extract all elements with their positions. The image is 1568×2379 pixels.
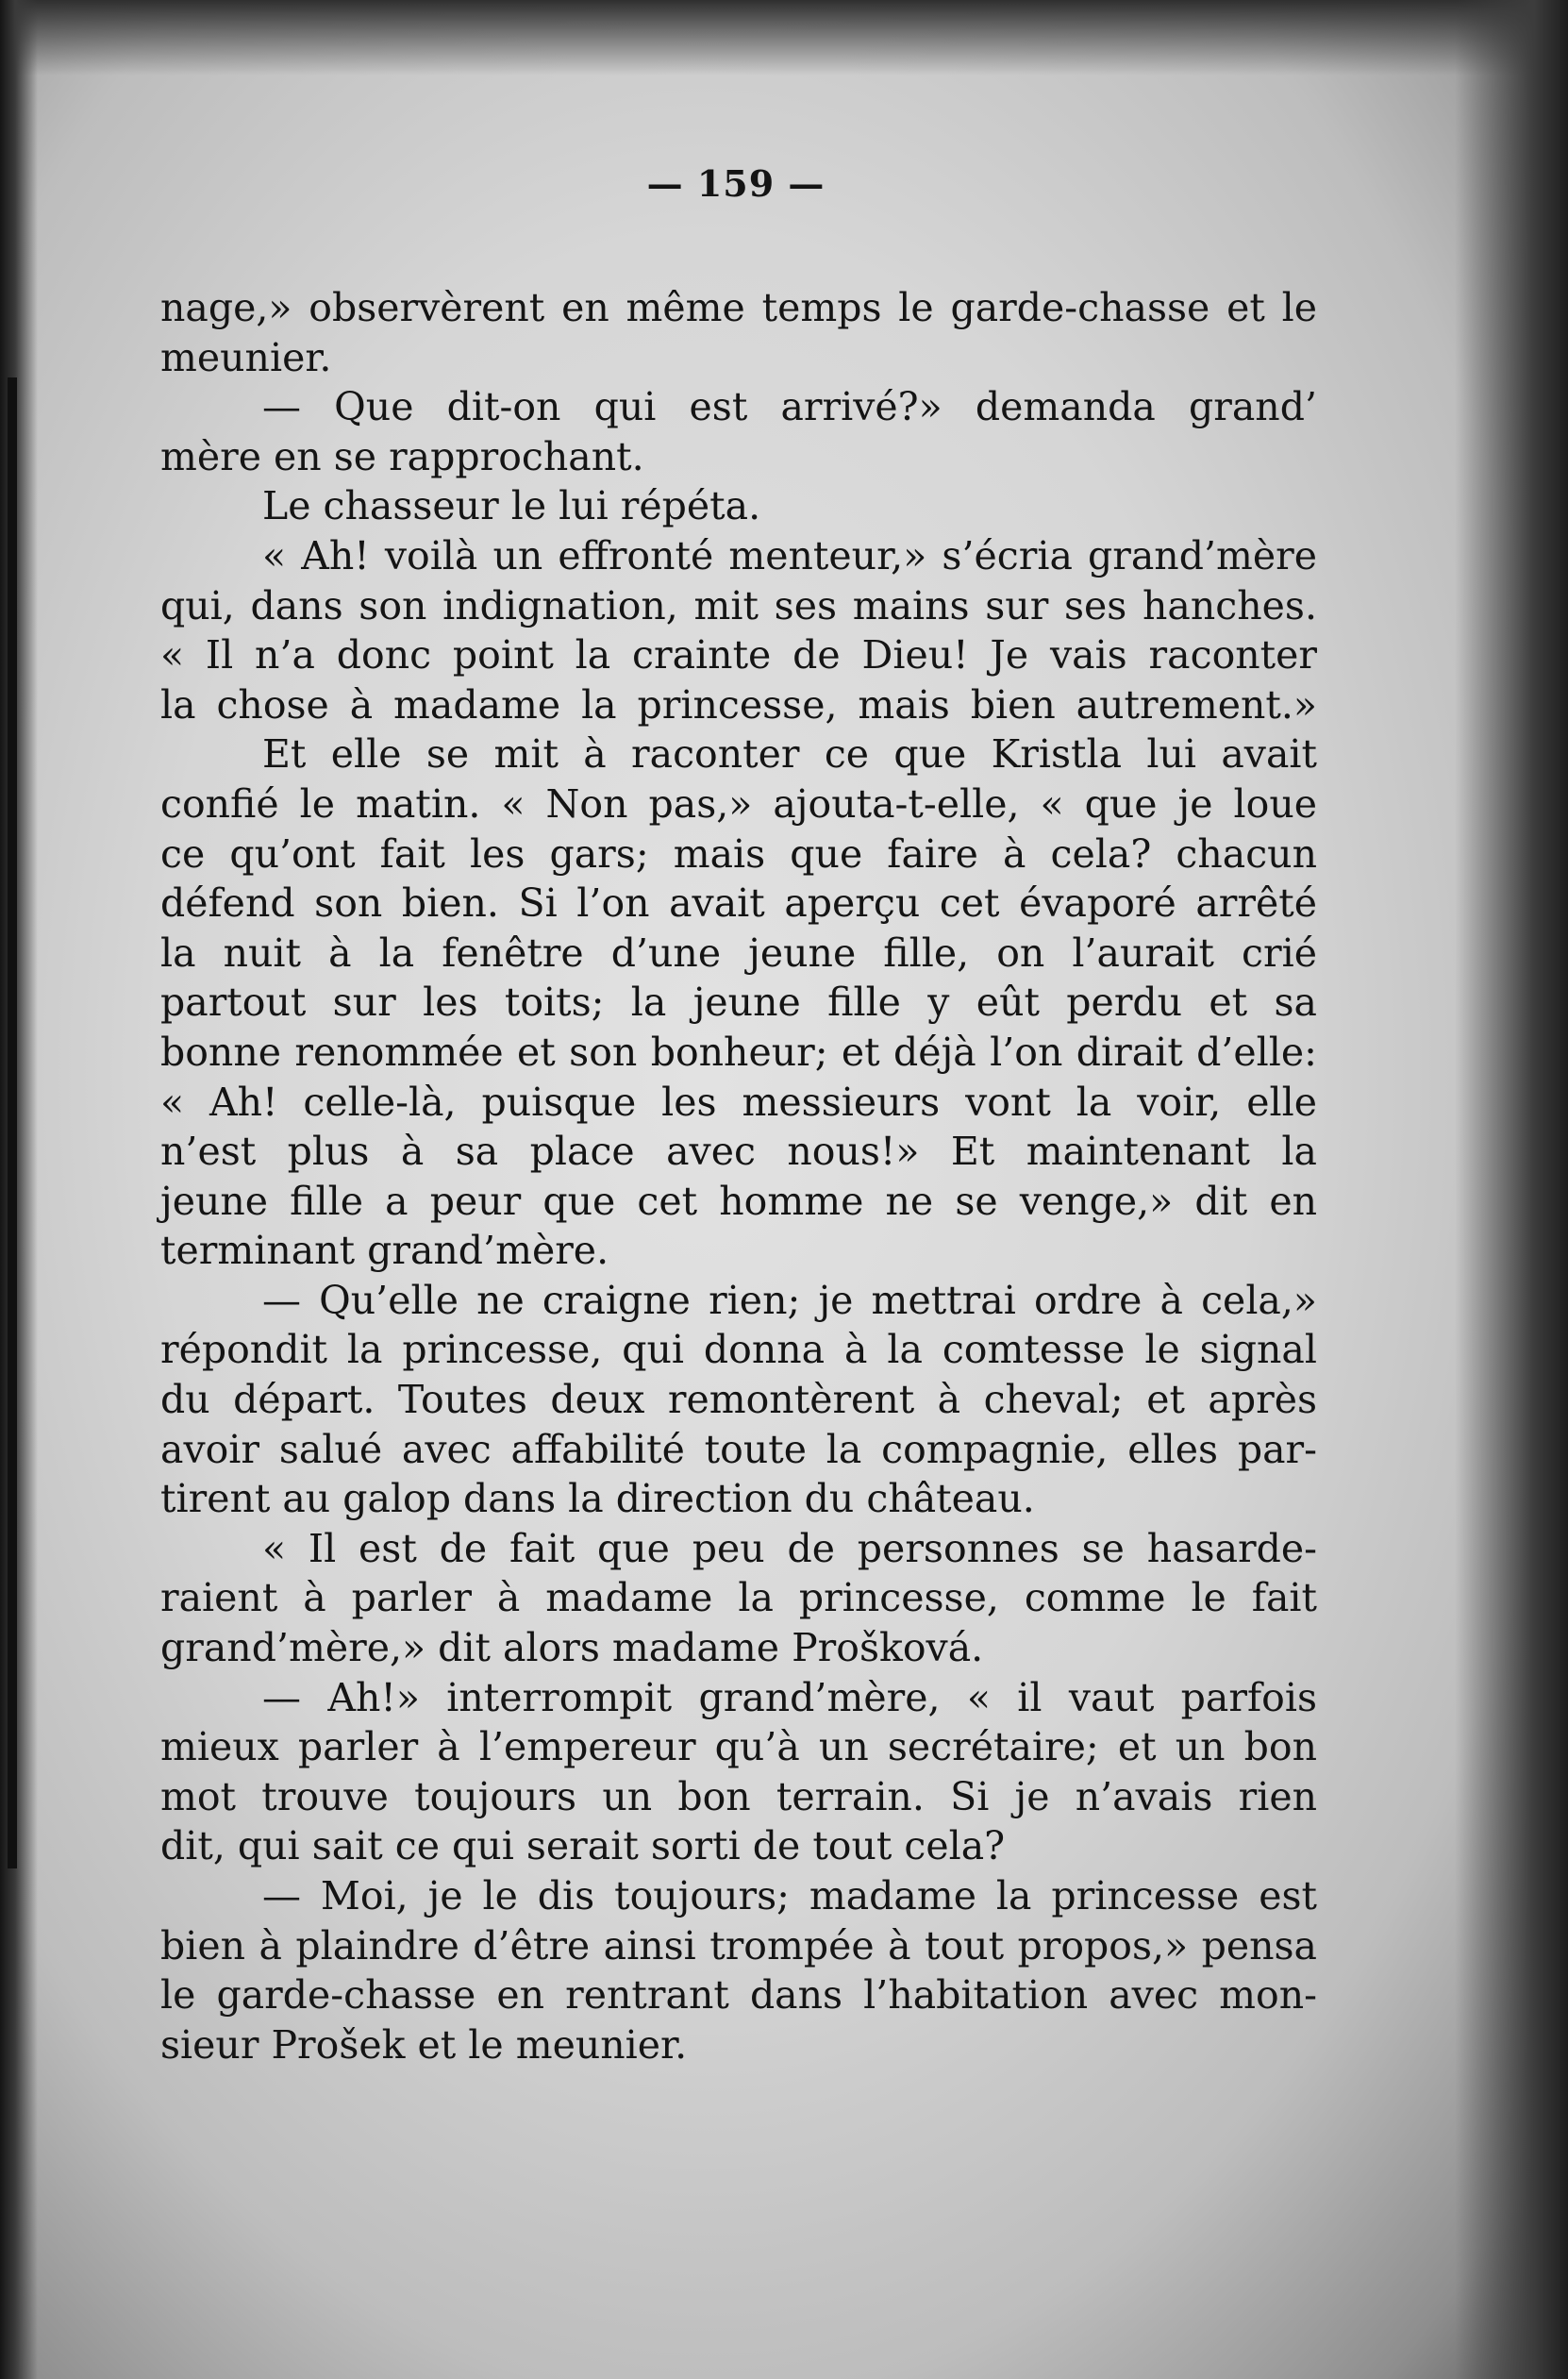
text-line: « Ah! celle-là, puisque les messieurs vont la voir, elle: [160, 1079, 1317, 1125]
scan-shadow-left: [0, 0, 38, 2379]
text-line: bonne renommée et son bonheur; et déjà l’on dirait d’elle:: [160, 1029, 1317, 1075]
text-line: le garde-chasse en rentrant dans l’habitation avec mon-: [160, 1972, 1317, 2019]
text-line: répondit la princesse, qui donna à la comtesse le signal: [160, 1327, 1317, 1373]
text-line: terminant grand’mère.: [160, 1228, 609, 1274]
text-line: — Ah!» interrompit grand’mère, « il vaut parfois: [262, 1674, 1317, 1720]
text-line: meunier.: [160, 334, 332, 380]
text-line: — Que dit-on qui est arrivé?» demanda grand’: [262, 384, 1317, 430]
text-line: grand’mère,» dit alors madame Prošková.: [160, 1625, 984, 1671]
text-line: la nuit à la fenêtre d’une jeune fille, on l’aurait crié: [160, 930, 1317, 976]
body-text: [160, 283, 1317, 2069]
text-line: bien à plaindre d’être ainsi trompée à tout propos,» pensa: [160, 1922, 1317, 1969]
text-line: n’est plus à sa place avec nous!» Et maintenant la: [160, 1129, 1317, 1175]
text-line: jeune fille a peur que cet homme ne se venge,» dit en: [160, 1178, 1317, 1224]
scan-shadow-right: [1455, 0, 1568, 2379]
text-line: avoir salué avec affabilité toute la compagnie, elles par-: [160, 1426, 1317, 1472]
text-line: défend son bien. Si l’on avait aperçu cet évaporé arrêté: [160, 880, 1317, 927]
text-line: qui, dans son indignation, mit ses mains sur ses hanches.: [160, 582, 1317, 628]
text-line: Et elle se mit à raconter ce que Kristla lui avait: [262, 731, 1317, 778]
text-line: nage,» observèrent en même temps le garde-chasse et le: [160, 285, 1317, 330]
text-line: « Il n’a donc point la crainte de Dieu! Je vais raconter: [160, 632, 1317, 679]
text-line: Le chasseur le lui répéta.: [262, 483, 761, 529]
scan-shadow-top: [0, 0, 1568, 75]
text-line: partout sur les toits; la jeune fille y eût perdu et sa: [160, 980, 1317, 1026]
text-line: ce qu’ont fait les gars; mais que faire à cela? chacun: [160, 830, 1317, 877]
text-line: mère en se rapprochant.: [160, 433, 644, 479]
text-line: — Moi, je le dis toujours; madame la princesse est: [262, 1873, 1317, 1918]
text-line: sieur Prošek et le meunier.: [160, 2021, 688, 2068]
binding-edge: [8, 377, 17, 1868]
text-line: la chose à madame la princesse, mais bien autrement.»: [160, 681, 1317, 728]
text-line: tirent au galop dans la direction du château.: [160, 1476, 1035, 1522]
text-line: raient à parler à madame la princesse, comme le fait: [160, 1575, 1317, 1621]
text-line: mot trouve toujours un bon terrain. Si je n’avais rien: [160, 1773, 1317, 1819]
text-line: du départ. Toutes deux remontèrent à cheval; et après: [160, 1377, 1317, 1423]
page-number: — 159 —: [646, 162, 826, 205]
text-line: dit, qui sait ce qui serait sorti de tout cela?: [160, 1823, 1006, 1869]
text-line: « Ah! voilà un effronté menteur,» s’écria grand’mère: [262, 532, 1317, 578]
text-line: mieux parler à l’empereur qu’à un secrétaire; et un bon: [160, 1724, 1317, 1770]
text-line: confié le matin. « Non pas,» ajouta-t-elle, « que je loue: [160, 780, 1317, 827]
text-line: « Il est de fait que peu de personnes se hasarde-: [262, 1525, 1317, 1571]
text-line: — Qu’elle ne craigne rien; je mettrai ordre à cela,»: [262, 1277, 1317, 1323]
